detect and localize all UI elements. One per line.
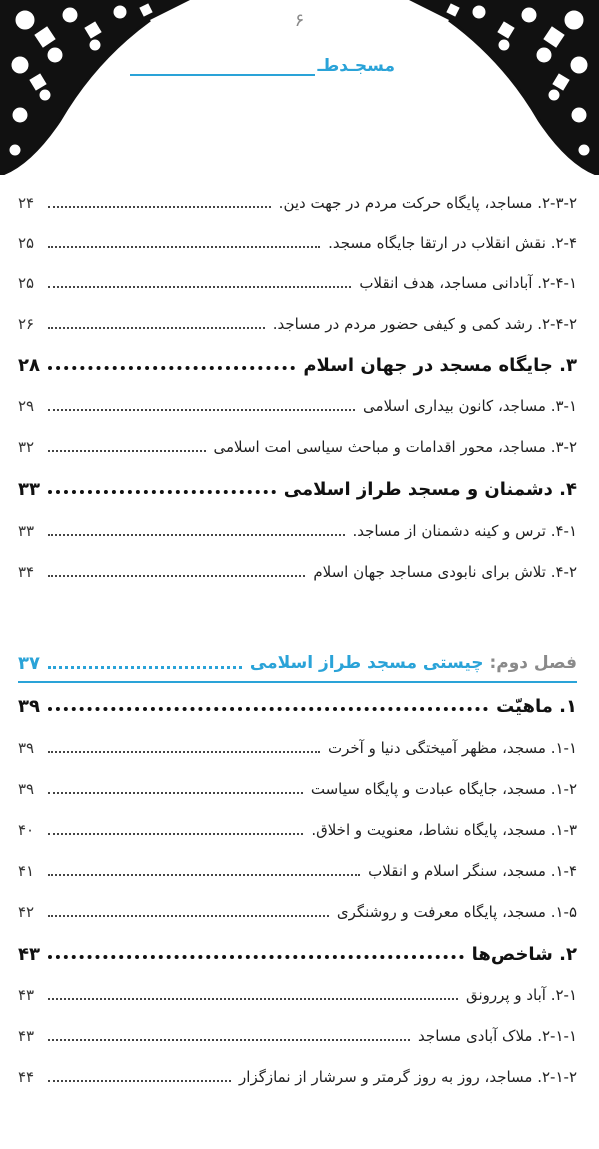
toc-entry[interactable] [18,733,577,763]
toc-entry[interactable] [18,1062,577,1092]
toc-entry-label: ۲-۴. نقش انقلاب در ارتقا جایگاه مسجد. [328,234,577,252]
toc-entry-page: ۲۴ [18,194,35,212]
toc-entry[interactable] [18,188,577,218]
toc-section[interactable] [18,474,577,504]
dot-leader [48,998,458,1000]
dot-leader [48,450,206,452]
toc-entry[interactable] [18,309,577,339]
toc-section-label: ۲. شاخص‌ها [471,943,577,965]
toc-entry-page: ۴۴ [18,1068,35,1086]
dot-leader [48,1039,410,1041]
dot-leader [48,707,488,711]
toc-section[interactable] [18,939,577,969]
toc-section-label: ۴. دشمنان و مسجد طراز اسلامی [283,478,577,500]
toc-entry-page: ۴۲ [18,903,35,921]
dot-leader [48,409,355,411]
toc-entry-page: ۳۴ [18,563,35,581]
dot-leader [48,792,303,794]
toc-section[interactable] [18,691,577,721]
chapter-prefix: فصل دوم: [483,653,577,673]
toc-entry-label: ۲-۴-۱. آبادانی مساجد، هدف انقلاب [359,274,577,292]
toc-entry-page: ۲۵ [18,274,35,292]
toc-entry-page: ۳۳ [18,522,35,540]
dot-leader [48,327,265,329]
toc-entry-label: ۲-۳-۲. مساجد، پایگاه حرکت مردم در جهت دین. [278,194,577,212]
toc-entry-page: ۴۰ [18,821,35,839]
toc-entry-label: ۳-۲. مساجد، محور اقدامات و مباحث سیاسی امت اسلامی [213,438,577,456]
toc-entry-page: ۳۹ [18,780,35,798]
page-number: ۶ [294,10,305,31]
toc-entry[interactable] [18,856,577,886]
dot-leader [48,286,351,288]
toc-entry-label: ۱-۴. مسجد، سنگر اسلام و انقلاب [368,862,577,880]
toc-entry-page: ۴۱ [18,862,35,880]
toc-entry-page: ۲۵ [18,234,35,252]
dot-leader [48,955,464,959]
dot-leader [48,206,271,208]
toc-entry[interactable] [18,980,577,1010]
toc-entry-label: ۱-۱. مسجد، مظهر آمیختگی دنیا و آخرت [327,739,577,757]
toc-entry[interactable] [18,774,577,804]
toc-entry[interactable] [18,897,577,927]
toc-entry-label: ۱-۳. مسجد، پایگاه نشاط، معنویت و اخلاق. [311,821,577,839]
toc-entry-label: ۲-۴-۲. رشد کمی و کیفی حضور مردم در مساجد. [272,315,577,333]
toc-section-label: ۳. جایگاه مسجد در جهان اسلام [303,354,577,376]
toc-entry-label: ۲-۱-۲. مساجد، روز به روز گرمتر و سرشار از نمازگزار [239,1068,577,1086]
toc-entry[interactable] [18,815,577,845]
toc-entry-label: ۲-۱-۱. ملاک آبادی مساجد [418,1027,577,1045]
chapter-page: ۳۷ [18,652,40,674]
toc-entry-label: ۴-۱. ترس و کینه دشمنان از مساجد. [352,522,577,540]
toc-entry-label: ۲-۱. آباد و پررونق [465,986,577,1004]
toc-entry-page: ۳۹ [18,739,35,757]
chapter-rule [18,681,577,683]
toc-entry[interactable] [18,268,577,298]
toc-entry-page: ۲۹ [18,397,35,415]
dot-leader [48,833,303,835]
dot-leader [48,490,276,494]
toc-entry-label: ۴-۲. تلاش برای نابودی مساجد جهان اسلام [313,563,577,581]
running-title: مسجـدطـ [317,56,395,76]
toc-entry[interactable] [18,516,577,546]
chapter-heading [250,653,577,673]
toc-entry[interactable] [18,228,577,258]
toc-entry-page: ۴۳ [18,1027,35,1045]
toc-section[interactable] [18,350,577,380]
toc-entry-label: ۳-۱. مساجد، کانون بیداری اسلامی [363,397,577,415]
dot-leader [48,874,360,876]
toc-chapter[interactable] [18,648,577,678]
toc-entry[interactable] [18,557,577,587]
toc-section-label: ۱. ماهیّت [496,695,577,717]
toc-entry-label: ۱-۲. مسجد، جایگاه عبادت و پایگاه سیاست [310,780,577,798]
dot-leader [48,1080,231,1082]
chapter-title: چیستی مسجد طراز اسلامی [249,653,484,673]
toc-section-page: ۳۳ [18,478,40,500]
dot-leader [48,366,295,370]
dot-leader [48,575,305,577]
header-rule [130,74,315,76]
toc-entry[interactable] [18,391,577,421]
dot-leader [48,534,345,536]
toc-entry-page: ۳۲ [18,438,35,456]
dot-leader [48,751,320,753]
toc-section-page: ۳۹ [18,695,40,717]
dot-leader [48,246,320,248]
dot-leader [48,666,242,669]
toc-entry-page: ۴۳ [18,986,35,1004]
toc-entry[interactable] [18,1021,577,1051]
dot-leader [48,915,329,917]
toc-entry-label: ۱-۵. مسجد، پایگاه معرفت و روشنگری [336,903,577,921]
toc-entry[interactable] [18,432,577,462]
toc-entry-page: ۲۶ [18,315,35,333]
running-header [130,48,395,88]
toc-section-page: ۴۳ [18,943,40,965]
toc-section-page: ۲۸ [18,354,40,376]
